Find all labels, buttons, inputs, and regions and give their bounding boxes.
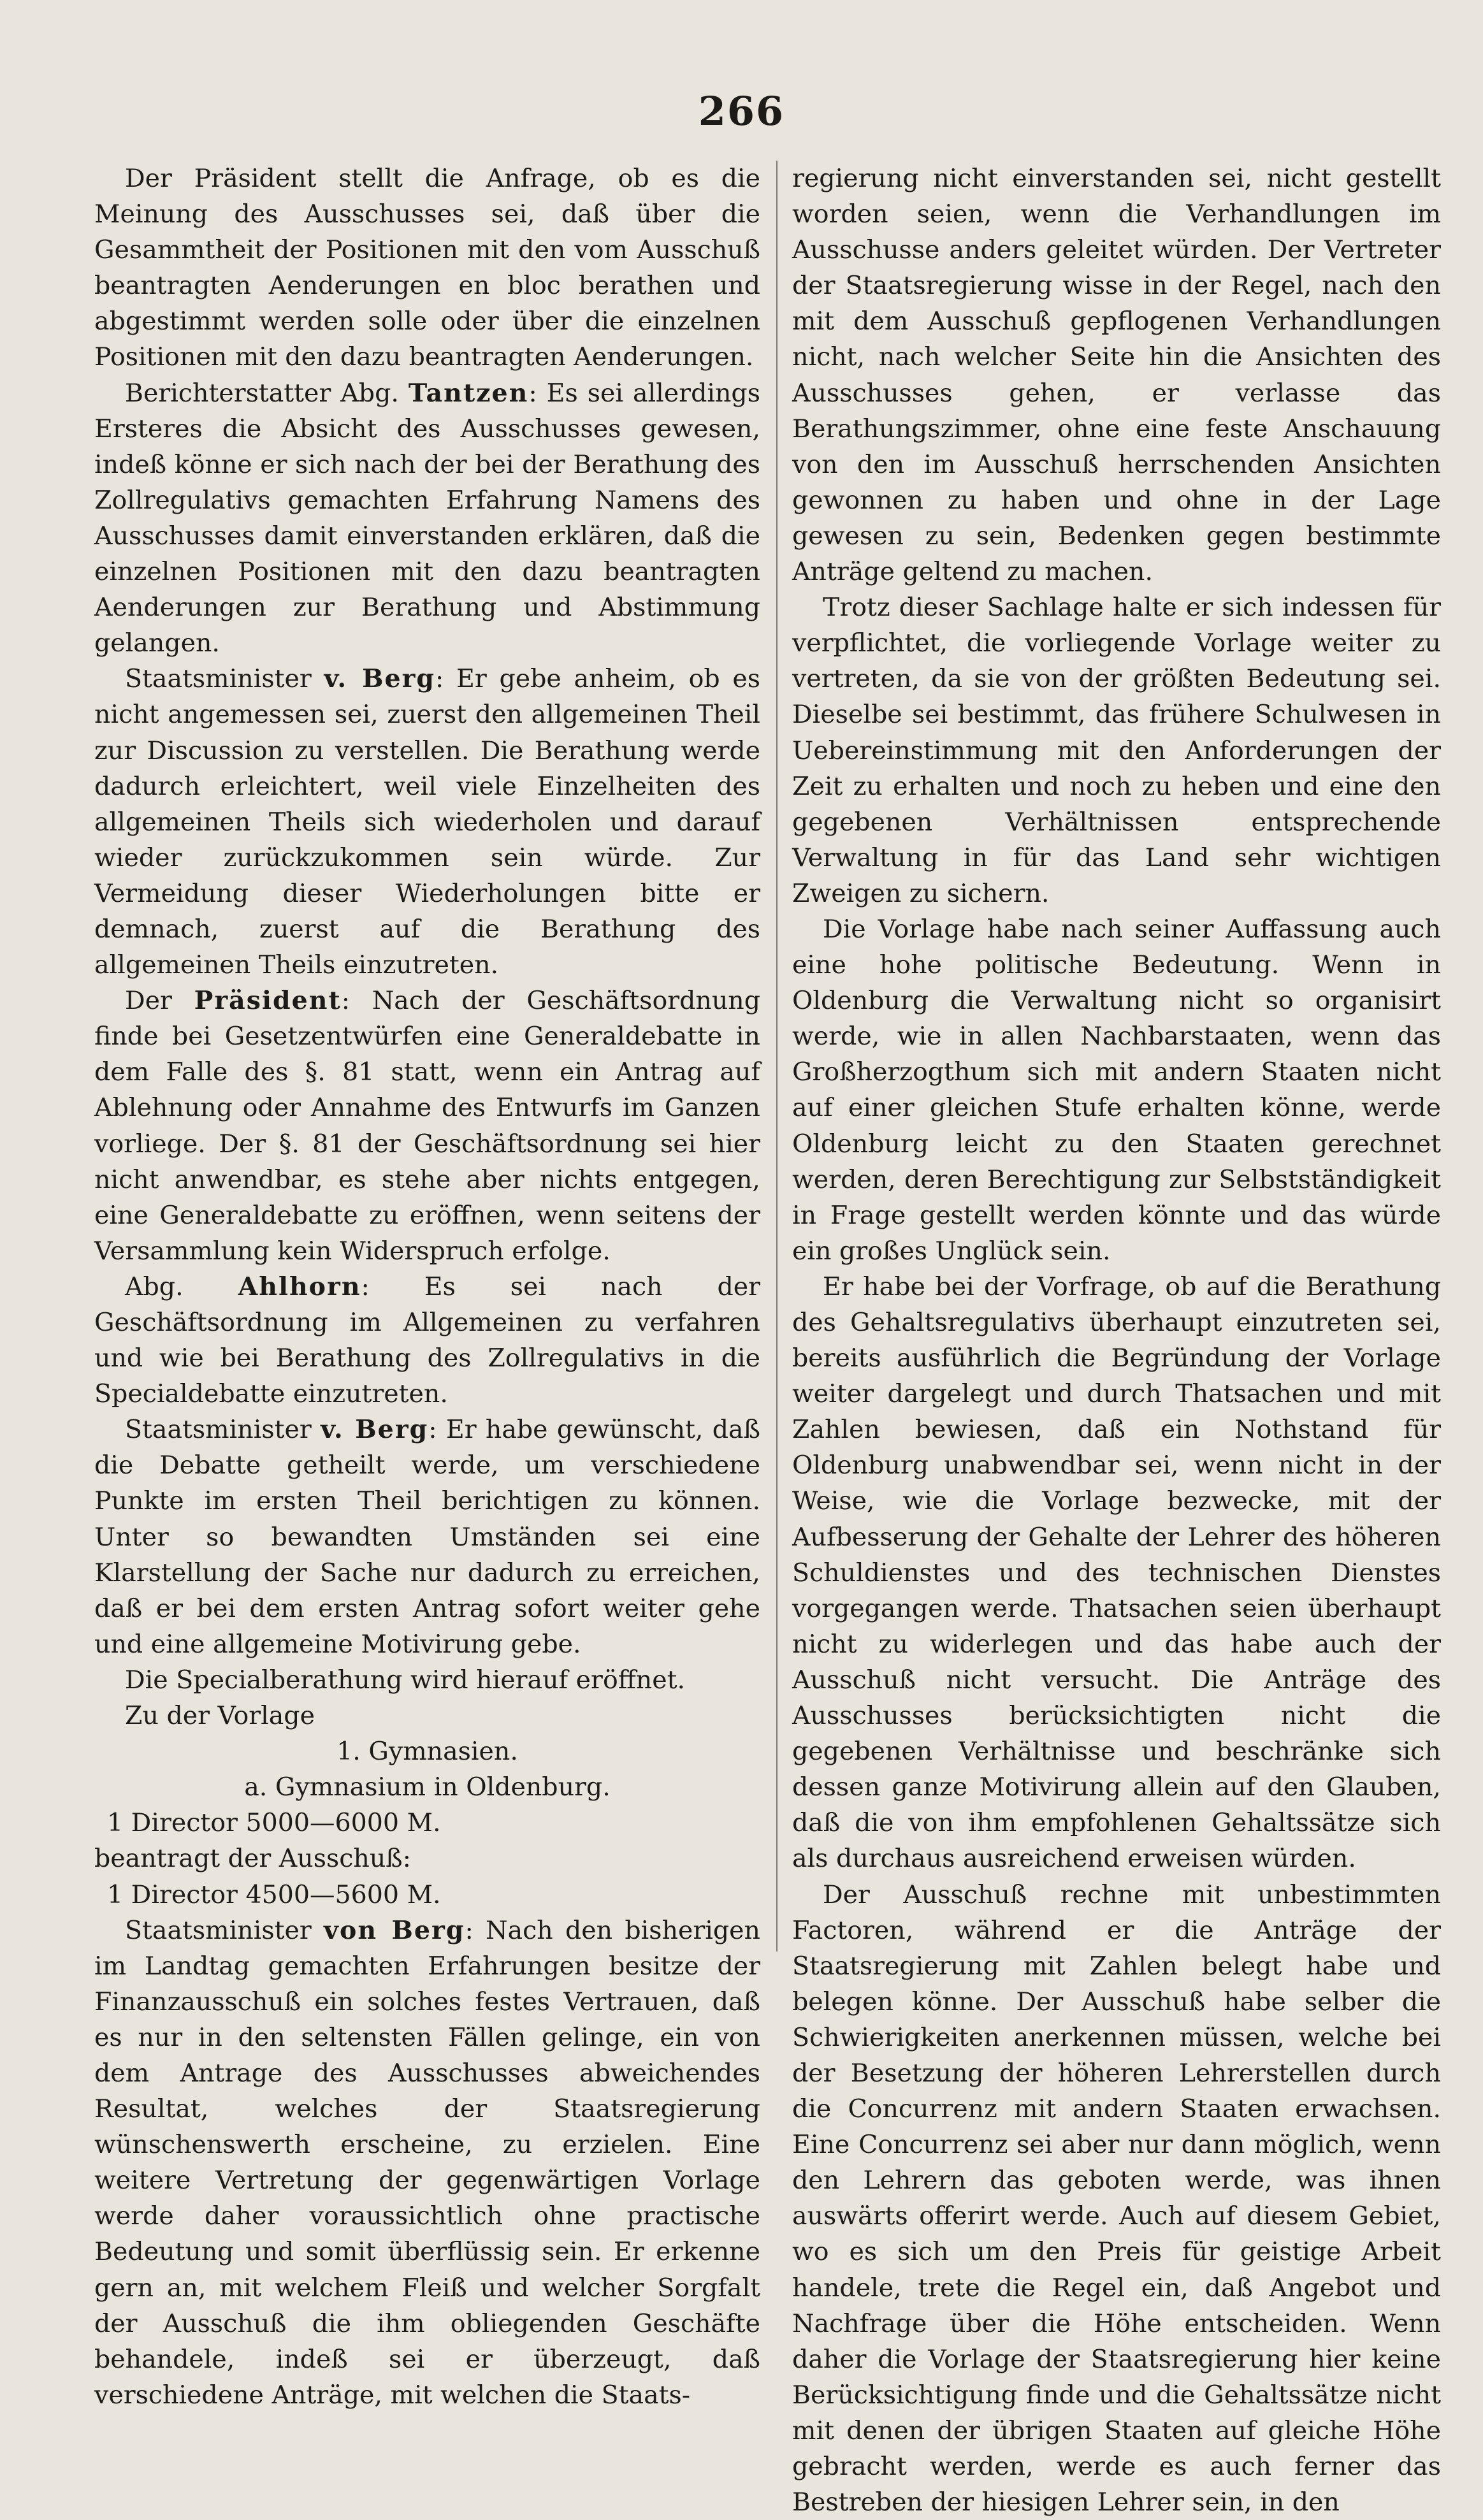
paragraph: Die Vorlage habe nach seiner Auffassung auch eine hohe politische Bedeutung. Wenn in Oldenburg die Verwaltung nicht so organisirt werde, wie in allen Nachbarstaaten, wenn das Großherzogthum sich mit andern Staaten nicht auf einer gleichen Stufe erhalten könne, werde Oldenburg leicht zu den Staaten gerechnet werden, deren Berechtigung zur Selbstständigkeit in Frage gestellt werden könnte und das würde ein großes Unglück sein. bbox=[792, 911, 1441, 1269]
paragraph: Zu der Vorlage bbox=[94, 1698, 760, 1734]
speaker-prefix: Der bbox=[125, 986, 172, 1015]
paragraph-text: : Nach der Geschäftsordnung finde bei Gesetzentwürfen eine Generaldebatte in dem Falle des §. 81 statt, wenn ein Antrag auf Ablehnung oder Annahme des Entwurfs im Ganzen vorliege. Der §. 81 der Geschäftsordnung sei hier nicht anwendbar, es stehe aber nichts entgegen, eine Generaldebatte zu eröffnen, wenn seitens der Versammlung kein Widerspruch erfolge. bbox=[94, 986, 760, 1266]
paragraph-text: : Es sei allerdings Ersteres die Absicht des Ausschusses gewesen, indeß könne er sich nach der bei der Berathung des Zollregulativs gemachten Erfahrung Namens des Ausschusses damit einverstanden erklären, daß die einzelnen Positionen mit den dazu beantragten Aenderungen zur Berathung und Abstimmung gelangen. bbox=[94, 379, 760, 658]
subsection-heading: a. Gymnasium in Oldenburg. bbox=[94, 1769, 760, 1805]
speaker-name: von Berg bbox=[324, 1916, 465, 1945]
speaker-name: Ahlhorn bbox=[238, 1272, 361, 1301]
paragraph-text: : Es sei nach der Geschäftsordnung im Allgemeinen zu verfahren und wie bei Berathung des Zollregulativs in die Specialdebatte einzutreten. bbox=[94, 1272, 760, 1408]
paragraph bbox=[94, 983, 760, 1269]
left-column bbox=[94, 161, 760, 1958]
paragraph bbox=[94, 661, 760, 983]
paragraph: Der Ausschuß rechne mit unbestimmten Factoren, während er die Anträge der Staatsregierung mit Zahlen belegt habe und belegen könne. Der Ausschuß habe selber die Schwierigkeiten anerkennen müssen, welche bei der Besetzung der höheren Lehrerstellen durch die Concurrenz mit andern Staaten erwachsen. Eine Concurrenz sei aber nur dann möglich, wenn den Lehrern das geboten werde, was ihnen auswärts offerirt werde. Auch auf diesem Gebiet, wo es sich um den Preis für geistige Arbeit handele, trete die Regel ein, daß Angebot und Nachfrage über die Höhe entscheiden. Wenn daher die Vorlage der Staatsregierung hier keine Berücksichtigung finde und die Gehaltssätze nicht mit denen der übrigen Staaten auf gleiche Höhe gebracht werden, werde es auch ferner das Bestreben der hiesigen Lehrer sein, in den bbox=[792, 1877, 1441, 2520]
paragraph-text: : Er habe gewünscht, daß die Debatte getheilt werde, um verschiedene Punkte im ersten Theil berichtigen zu können. Unter so bewandten Umständen sei eine Klarstellung der Sache nur dadurch zu erreichen, daß er bei dem ersten Antrag sofort weiter gehe und eine allgemeine Motivirung gebe. bbox=[94, 1415, 760, 1659]
speaker-name: Präsident bbox=[194, 986, 342, 1015]
budget-entry: 1 Director 5000—6000 M. bbox=[94, 1805, 760, 1841]
right-column bbox=[792, 161, 1441, 1958]
speaker-prefix: Berichterstatter Abg. bbox=[125, 379, 399, 408]
paragraph: Er habe bei der Vorfrage, ob auf die Berathung des Gehaltsregulativs überhaupt einzutreten sei, bereits ausführlich die Begründung der Vorlage weiter dargelegt und durch Thatsachen und mit Zahlen bewiesen, daß ein Nothstand für Oldenburg unabwendbar sei, wenn nicht in der Weise, wie die Vorlage bezwecke, mit der Aufbesserung der Gehalte der Lehrer des höheren Schuldienstes und des technischen Dienstes vorgegangen werde. Thatsachen seien überhaupt nicht zu widerlegen und das habe auch der Ausschuß nicht versucht. Die Anträge des Ausschusses berücksichtigten nicht die gegebenen Verhältnisse und beschränke sich dessen ganze Motivirung allein auf den Glauben, daß die von ihm empfohlenen Gehaltssätze sich als durchaus ausreichend erweisen würden. bbox=[792, 1269, 1441, 1877]
paragraph bbox=[94, 1913, 760, 2413]
speaker-prefix: Staatsminister bbox=[125, 1415, 312, 1444]
column-divider bbox=[776, 161, 778, 1952]
paragraph bbox=[94, 1412, 760, 1662]
paragraph-text: : Er gebe anheim, ob es nicht angemessen sei, zuerst den allgemeinen Theil zur Discussion zu verstellen. Die Berathung werde dadurch erleichtert, weil viele Einzelheiten des allgemeinen Theils sich wiederholen und darauf wieder zurückzukommen sein würde. Zur Vermeidung dieser Wiederholungen bitte er demnach, zuerst auf die Berathung des allgemeinen Theils einzutreten. bbox=[94, 664, 760, 980]
speaker-prefix: Staatsminister bbox=[125, 1916, 312, 1945]
paragraph-text: : Nach den bisherigen im Landtag gemachten Erfahrungen besitze der Finanzausschuß ein solches festes Vertrauen, daß es nur in den seltensten Fällen gelinge, ein von dem Antrage des Ausschusses abweichendes Resultat, welches der Staatsregierung wünschenswerth erscheine, zu erzielen. Eine weitere Vertretung der gegenwärtigen Vorlage werde daher voraussichtlich ohne practische Bedeutung und somit überflüssig sein. Er erkenne gern an, mit welchem Fleiß und welcher Sorgfalt der Ausschuß die ihm obliegenden Geschäfte behandele, indeß sei er überzeugt, daß verschiedene Anträge, mit welchen die Staats- bbox=[94, 1916, 760, 2410]
paragraph bbox=[94, 1269, 760, 1412]
paragraph bbox=[94, 375, 760, 662]
paragraph: regierung nicht einverstanden sei, nicht gestellt worden seien, wenn die Verhandlungen im Ausschusse anders geleitet würden. Der Vertreter der Staatsregierung wisse in der Regel, nach den mit dem Ausschuß gepflogenen Verhandlungen nicht, nach welcher Seite hin die Ansichten des Ausschusses gehen, er verlasse das Berathungszimmer, ohne eine feste Anschauung von den im Ausschuß herrschenden Ansichten gewonnen zu haben und ohne in der Lage gewesen zu sein, Bedenken gegen bestimmte Anträge geltend zu machen. bbox=[792, 161, 1441, 590]
speaker-name: v. Berg bbox=[324, 664, 435, 693]
speaker-name: Tantzen bbox=[409, 379, 528, 408]
budget-note: beantragt der Ausschuß: bbox=[94, 1841, 760, 1876]
budget-entry: 1 Director 4500—5600 M. bbox=[94, 1877, 760, 1913]
section-heading: 1. Gymnasien. bbox=[94, 1734, 760, 1769]
speaker-name: v. Berg bbox=[321, 1415, 428, 1444]
paragraph: Die Specialberathung wird hierauf eröffnet. bbox=[94, 1662, 760, 1698]
paragraph: Der Präsident stellt die Anfrage, ob es die Meinung des Ausschusses sei, daß über die Gesammtheit der Positionen mit den vom Ausschuß beantragten Aenderungen en bloc berathen und abgestimmt werden solle oder über die einzelnen Positionen mit den dazu beantragten Aenderungen. bbox=[94, 161, 760, 375]
page-number: 266 bbox=[0, 88, 1483, 134]
speaker-prefix: Abg. bbox=[125, 1272, 184, 1301]
speaker-prefix: Staatsminister bbox=[125, 664, 312, 693]
paragraph: Trotz dieser Sachlage halte er sich indessen für verpflichtet, die vorliegende Vorlage weiter zu vertreten, da sie von der größten Bedeutung sei. Dieselbe sei bestimmt, das frühere Schulwesen in Uebereinstimmung mit den Anforderungen der Zeit zu erhalten und noch zu heben und eine den gegebenen Verhältnissen entsprechende Verwaltung in für das Land sehr wichtigen Zweigen zu sichern. bbox=[792, 590, 1441, 911]
